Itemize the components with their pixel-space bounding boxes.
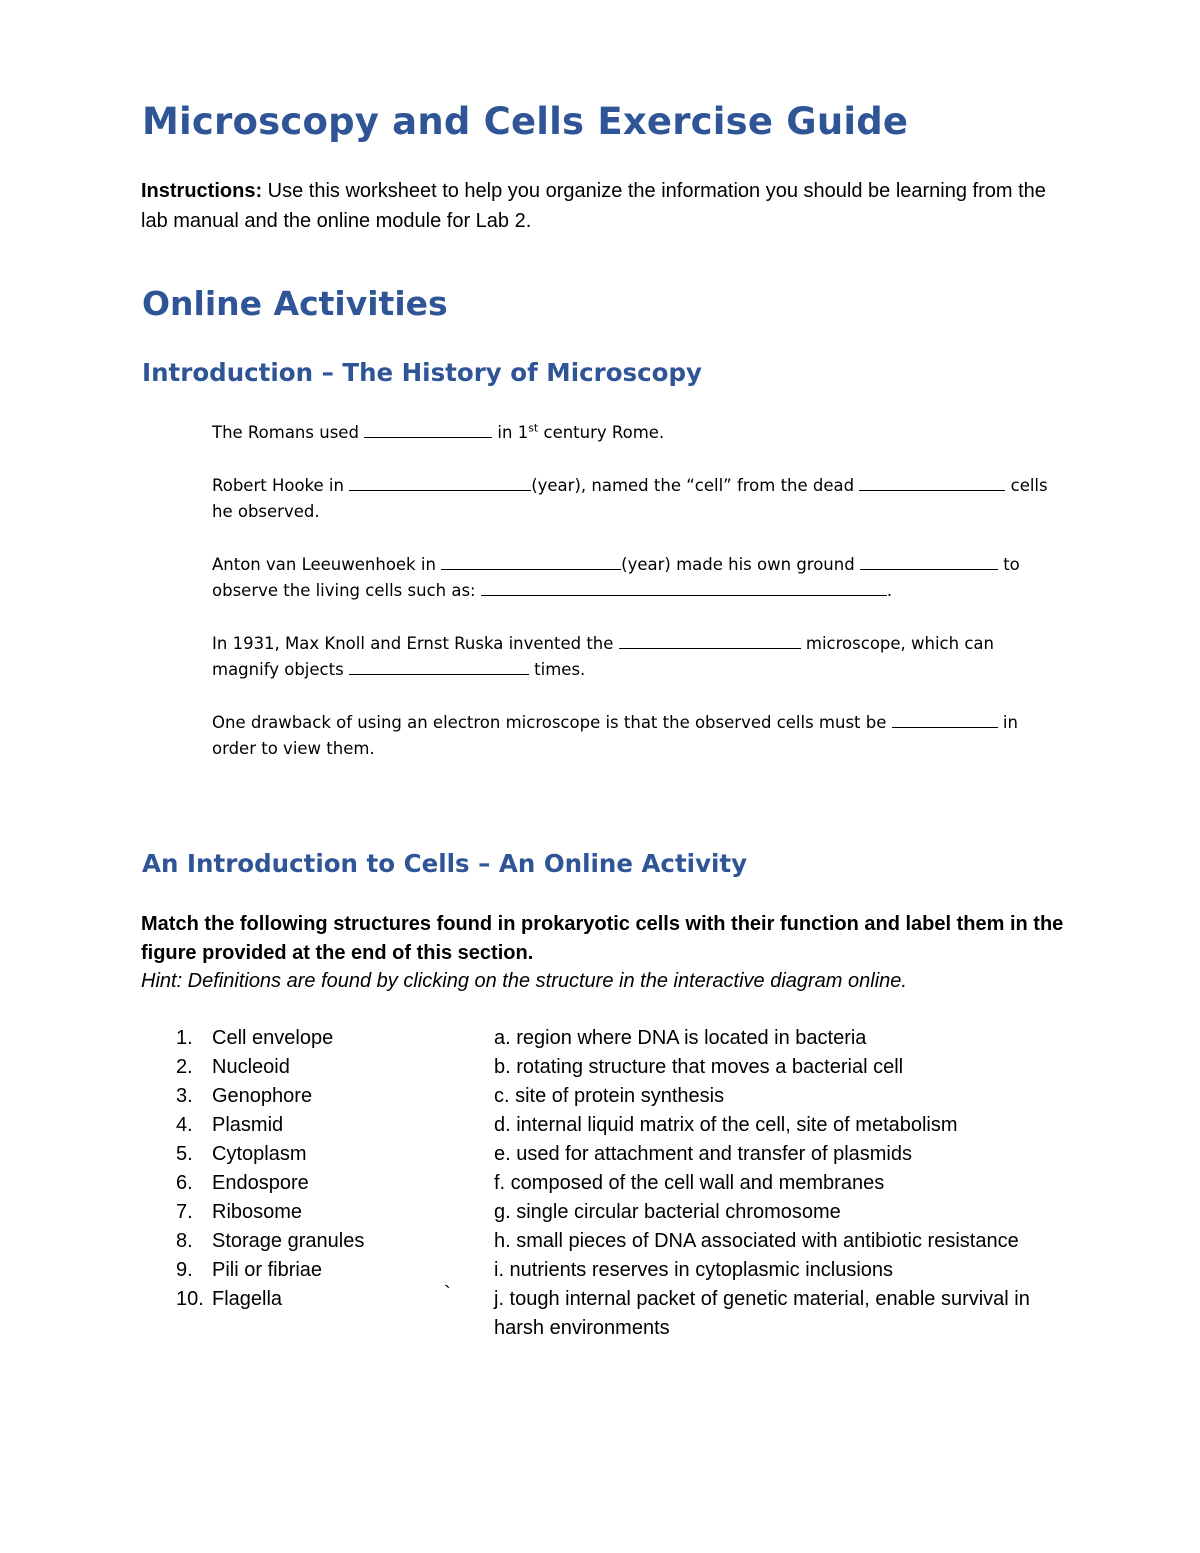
answer-blank[interactable] (364, 420, 492, 438)
list-item: 10. Flagella (176, 1288, 283, 1310)
instructions-text: Use this worksheet to help you organize the information you should be learning from the lab manual and the online module for Lab 2. (141, 180, 1046, 232)
list-item: e. used for attachment and transfer of plasmids (494, 1143, 912, 1165)
list-item: 6. Endospore (176, 1172, 309, 1194)
list-item: b. rotating structure that moves a bacterial cell (494, 1056, 904, 1078)
heading-history-of-microscopy: Introduction – The History of Microscopy (142, 358, 702, 387)
functions-list (494, 1024, 1074, 1343)
instructions-paragraph (141, 176, 1071, 236)
question-electron-drawback: One drawback of using an electron microscope is that the observed cells must be in order to view them. (212, 710, 1062, 762)
page-title: Microscopy and Cells Exercise Guide (142, 100, 909, 143)
list-item: 1. Cell envelope (176, 1027, 334, 1049)
instructions-label: Instructions: (141, 180, 263, 202)
list-item: f. composed of the cell wall and membranes (494, 1172, 885, 1194)
answer-blank[interactable] (860, 552, 998, 570)
list-item: j. tough internal packet of genetic material, enable survival in harsh environments (494, 1288, 1030, 1339)
list-item: h. small pieces of DNA associated with antibiotic resistance (494, 1230, 1019, 1252)
answer-blank[interactable] (619, 631, 801, 649)
structures-list (176, 1024, 364, 1314)
answer-blank[interactable] (892, 710, 998, 728)
list-item: 9. Pili or fibriae (176, 1259, 323, 1281)
answer-blank[interactable] (441, 552, 621, 570)
answer-blank[interactable] (481, 578, 887, 596)
answer-blank[interactable] (349, 473, 531, 491)
list-item: d. internal liquid matrix of the cell, site of metabolism (494, 1114, 958, 1136)
matching-instructions (141, 910, 1071, 996)
answer-blank[interactable] (859, 473, 1005, 491)
question-robert-hooke: Robert Hooke in (year), named the “cell” from the dead cells he observed. (212, 473, 1062, 525)
stray-mark: ` (444, 1283, 451, 1305)
list-item: a. region where DNA is located in bacteria (494, 1027, 867, 1049)
list-item: 7. Ribosome (176, 1201, 303, 1223)
list-item: i. nutrients reserves in cytoplasmic inclusions (494, 1259, 894, 1281)
list-item: 3. Genophore (176, 1085, 313, 1107)
list-item: 8. Storage granules (176, 1230, 365, 1252)
question-leeuwenhoek: Anton van Leeuwenhoek in (year) made his own ground to observe the living cells such as: . (212, 552, 1062, 604)
heading-intro-to-cells: An Introduction to Cells – An Online Activity (142, 849, 748, 878)
question-romans: The Romans used in 1st century Rome. (212, 421, 665, 442)
answer-blank[interactable] (349, 657, 529, 675)
list-item: c. site of protein synthesis (494, 1085, 725, 1107)
hint-text: Hint: Definitions are found by clicking on the structure in the interactive diagram online. (141, 970, 907, 992)
list-item: 5. Cytoplasm (176, 1143, 307, 1165)
matching-instruction-text: Match the following structures found in prokaryotic cells with their function and label them in the figure provided at the end of this section. (141, 913, 1064, 964)
list-item: 2. Nucleoid (176, 1056, 290, 1078)
list-item: g. single circular bacterial chromosome (494, 1201, 841, 1223)
question-electron-microscope: In 1931, Max Knoll and Ernst Ruska invented the microscope, which can magnify objects times. (212, 631, 1062, 683)
list-item: 4. Plasmid (176, 1114, 284, 1136)
section-heading-online-activities: Online Activities (142, 284, 448, 323)
